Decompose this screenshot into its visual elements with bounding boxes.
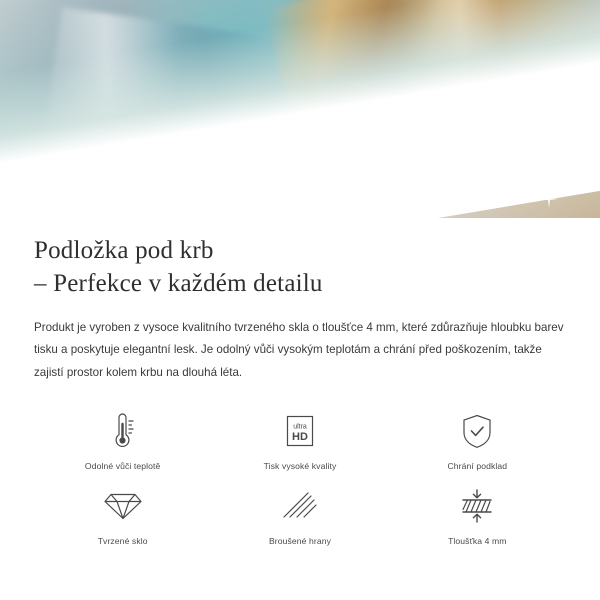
feature-label: Tloušťka 4 mm <box>448 535 507 546</box>
feature-label: Tvrzené sklo <box>97 535 148 546</box>
ultra-hd-icon <box>281 410 319 452</box>
hero-image <box>0 0 600 218</box>
feature-label: Odolné vůči teplotě <box>84 460 161 471</box>
feature-grid <box>34 410 566 546</box>
svg-text:ultra: ultra <box>293 423 307 431</box>
page-title <box>34 218 566 300</box>
headline-line-1: Podložka pod krb <box>34 237 214 264</box>
thermometer-icon <box>106 410 140 452</box>
diamond-icon <box>103 485 143 527</box>
feature-label: Chrání podklad <box>447 460 508 471</box>
description-paragraph: Produkt je vyroben z vysoce kvalitního tvrzeného skla o tloušťce 4 mm, které zdůrazňuje hloubku barev tisku a poskytuje elegantní lesk. Je odolný vůči vysokým teplotám a chrání před poškozením, takže zajistí prostor kolem krbu na dlouhá léta. <box>34 321 564 379</box>
feature-item-thickness <box>389 485 566 546</box>
feature-item-tempered-glass <box>34 485 211 546</box>
headline-line-2: – Perfekce v každém detailu <box>34 270 323 297</box>
feature-label: Tisk vysoké kvality <box>263 460 337 471</box>
svg-text:HD: HD <box>292 430 308 443</box>
content-area <box>0 218 600 546</box>
feature-item-polished-edges <box>211 485 388 546</box>
thickness-arrows-icon <box>457 485 497 527</box>
polished-edges-icon <box>280 485 320 527</box>
feature-item-print-quality <box>211 410 388 471</box>
feature-item-temperature <box>34 410 211 471</box>
feature-label: Broušené hrany <box>268 535 332 546</box>
feature-item-protection <box>389 410 566 471</box>
shield-check-icon <box>459 410 495 452</box>
